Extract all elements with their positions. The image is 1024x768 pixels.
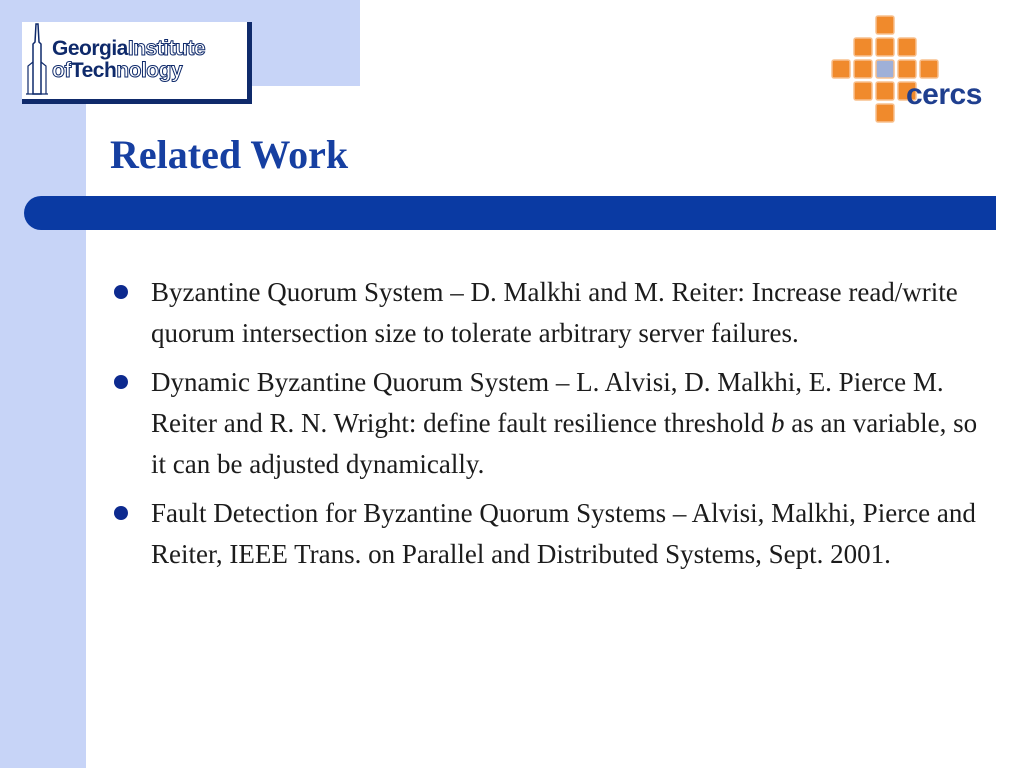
gt-logo-of: of <box>52 59 71 82</box>
left-decorative-band <box>0 0 86 768</box>
georgia-tech-logo <box>22 22 252 104</box>
gt-logo-line1 <box>52 38 205 59</box>
bullet-text-before: Dynamic Byzantine Quorum System – L. Alvisi, D. Malkhi, E. Pierce M. Reiter and R. N. Wright: define fault resilience threshold <box>151 367 944 438</box>
bullet-dot-icon <box>114 375 128 389</box>
bullet-dot-icon <box>114 285 128 299</box>
gt-logo-georgia: Georgia <box>52 37 128 60</box>
gt-logo-institute: Institute <box>127 37 206 60</box>
bullet-italic-variable: b <box>771 408 785 438</box>
cercs-logo-text: cercs <box>906 78 982 111</box>
bullet-text: Fault Detection for Byzantine Quorum Systems – Alvisi, Malkhi, Pierce and Reiter, IEEE Trans. on Parallel and Distributed Systems, Sept. 2001. <box>151 498 976 569</box>
gt-logo-line2 <box>52 60 182 81</box>
bullet-text-after: as an variable, so it can be adjusted dynamically. <box>151 408 978 479</box>
gt-logo-nology: nology <box>116 59 183 82</box>
cercs-logo-icon <box>826 14 1002 136</box>
slide-title: Related Work <box>110 132 349 177</box>
bullet-item <box>108 493 998 575</box>
bullet-item <box>108 362 998 485</box>
tech-tower-icon <box>22 22 52 100</box>
gt-logo-tech: Tech <box>70 59 117 82</box>
bullet-text: Byzantine Quorum System – D. Malkhi and M. Reiter: Increase read/write quorum intersection size to tolerate arbitrary server failures. <box>151 277 958 348</box>
bullet-dot-icon <box>114 506 128 520</box>
title-underline-bar <box>24 196 996 230</box>
bullet-item <box>108 272 998 354</box>
bullet-list <box>108 272 998 583</box>
